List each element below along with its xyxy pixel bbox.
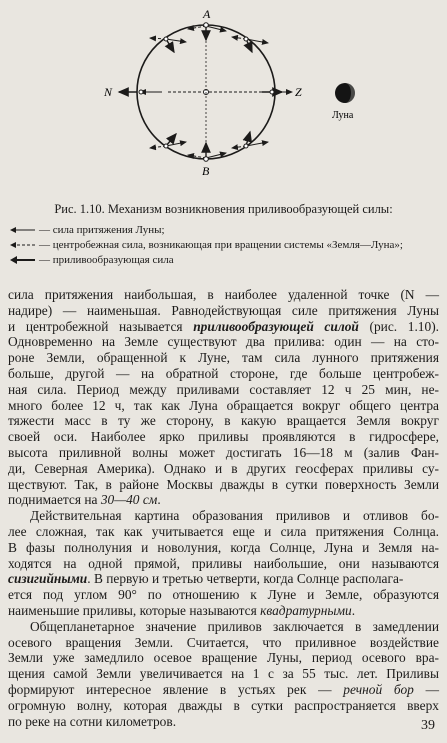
text-line	[8, 556, 439, 572]
text-line	[8, 603, 439, 619]
text-line	[8, 619, 439, 635]
emphasis-text: квадратурными	[260, 602, 352, 618]
text-line	[8, 698, 439, 714]
text-span: по реке на сотни километров.	[8, 713, 177, 729]
text-span: больше, другой — на обратной стороне, где больше центробеж-	[8, 365, 439, 381]
text-span: .	[351, 602, 356, 618]
text-line	[8, 650, 439, 666]
text-span: лее сложная, так как учитывается еще и сила притяжения Солнца.	[8, 523, 439, 539]
point-a-arrows	[150, 23, 268, 92]
text-span: высота приливной волны может достигать 16—18 м (залив Фан-	[8, 444, 439, 460]
text-span: и центробежной называется	[8, 318, 194, 334]
text-line	[8, 571, 439, 587]
text-span: ществуют. Так, в районе Москвы дважды в сутки поверхность Земли	[8, 476, 439, 492]
text-span: наименьшие приливы, которые называются	[8, 602, 261, 618]
text-line	[8, 461, 439, 477]
label-b: B	[202, 164, 210, 178]
text-span: роне Земли, обращенной к Луне, там сила лунного притяжения	[8, 350, 439, 366]
text-span: ходятся на одной прямой, приливы наибольшие, они называются	[8, 555, 439, 571]
text-line	[8, 429, 439, 445]
text-span: .	[157, 492, 161, 508]
figure-caption: Рис. 1.10. Механизм возникновения приливообразующей силы:	[54, 202, 393, 216]
nadir-arrows	[119, 90, 203, 94]
text-span: поднимается на	[8, 492, 101, 508]
legend-item	[10, 223, 165, 237]
text-line	[8, 714, 439, 730]
text-span: много более 12 ч, так как Луна обращается вокруг общего центра	[8, 397, 439, 413]
text-line	[8, 319, 439, 335]
text-line	[8, 303, 439, 319]
text-line	[8, 666, 439, 682]
text-line	[8, 287, 439, 303]
text-line	[8, 477, 439, 493]
emphasis-text: речной бор	[343, 681, 414, 697]
text-line	[8, 350, 439, 366]
text-line	[8, 445, 439, 461]
text-span: ная сила. Период между приливами составляет 12 ч 25 мин, не-	[8, 381, 439, 397]
text-line	[8, 540, 439, 556]
text-line	[8, 587, 439, 603]
text-line	[8, 382, 439, 398]
text-line	[8, 398, 439, 414]
text-span: своей оси. Наиболее ярко приливы проявляются в гидросфере,	[8, 429, 439, 445]
text-span: —	[413, 681, 439, 697]
text-span: надире) — наименьшая. Равнодействующая силе притяжения Луны	[8, 302, 439, 318]
dashed-arrow-icon	[10, 241, 36, 249]
text-line	[8, 508, 439, 524]
text-span: сила притяжения наибольшая, в наиболее удаленной точке (N —	[8, 287, 439, 302]
text-span: . В первую и третью четверти, когда Солнце располага-	[87, 571, 404, 587]
text-span: Общепланетарное значение приливов заключается в замедлении	[30, 618, 439, 634]
text-span: Одновременно на Земле существуют два прилива: один — на сто-	[8, 334, 439, 350]
text-span: огромную волну, которая дважды в сутки распространяется вверх	[8, 697, 439, 713]
text-line	[8, 492, 439, 508]
text-line	[8, 635, 439, 651]
text-span: ди, Северная Америка). Однако и в других геосферах приливы су-	[8, 460, 439, 476]
text-span: щения самой Земли увеличивается на 1 с за 55 тыс. лет. Приливы	[8, 666, 439, 682]
legend-item	[10, 253, 174, 267]
text-line	[8, 334, 439, 350]
legend-text: — центробежная сила, возникающая при вращении системы «Земля—Луна»;	[39, 239, 403, 251]
moon-icon	[335, 83, 355, 103]
label-n: N	[104, 85, 113, 99]
text-line	[8, 524, 439, 540]
zenith-arrows	[209, 90, 292, 94]
emphasis-text: сизигийными	[8, 571, 88, 587]
moon-label: Луна	[332, 110, 354, 121]
text-span: Земли уже замедлило осевое вращение Луны, период осевого вра-	[8, 650, 439, 666]
tide-force-diagram	[0, 0, 447, 200]
text-span: В фазы полнолуния и новолуния, когда Солнце, Луна и Земля на-	[8, 539, 439, 555]
legend-text: — сила притяжения Луны;	[39, 224, 165, 236]
label-z: Z	[295, 85, 302, 99]
point-b-arrows	[150, 92, 268, 161]
solid-thin-arrow-icon	[10, 226, 36, 234]
body-text	[8, 287, 439, 729]
legend-item	[10, 238, 403, 252]
text-span: формируют интересное явление в устьях рек —	[8, 681, 344, 697]
text-span: тяжести масс в ту же сторону, в какую вращается Земля вокруг	[8, 413, 439, 429]
text-line	[8, 413, 439, 429]
emphasis-text: приливообразующей силой	[193, 318, 359, 334]
emphasis-text: 30—40 см	[100, 492, 158, 508]
text-span: (рис. 1.10).	[358, 318, 439, 334]
text-line	[8, 366, 439, 382]
legend-text: — приливообразующая сила	[39, 254, 174, 266]
bold-arrow-icon	[10, 256, 36, 264]
text-span: осевого вращения Земли. Считается, что приливное воздействие	[8, 634, 439, 650]
text-line	[8, 682, 439, 698]
text-span: ется под углом 90° по отношению к Луне и Земле, образуются	[8, 587, 439, 603]
label-a: A	[203, 7, 211, 21]
text-span: Действительная картина образования приливов и отливов бо-	[30, 508, 439, 524]
page-number: 39	[421, 718, 435, 733]
